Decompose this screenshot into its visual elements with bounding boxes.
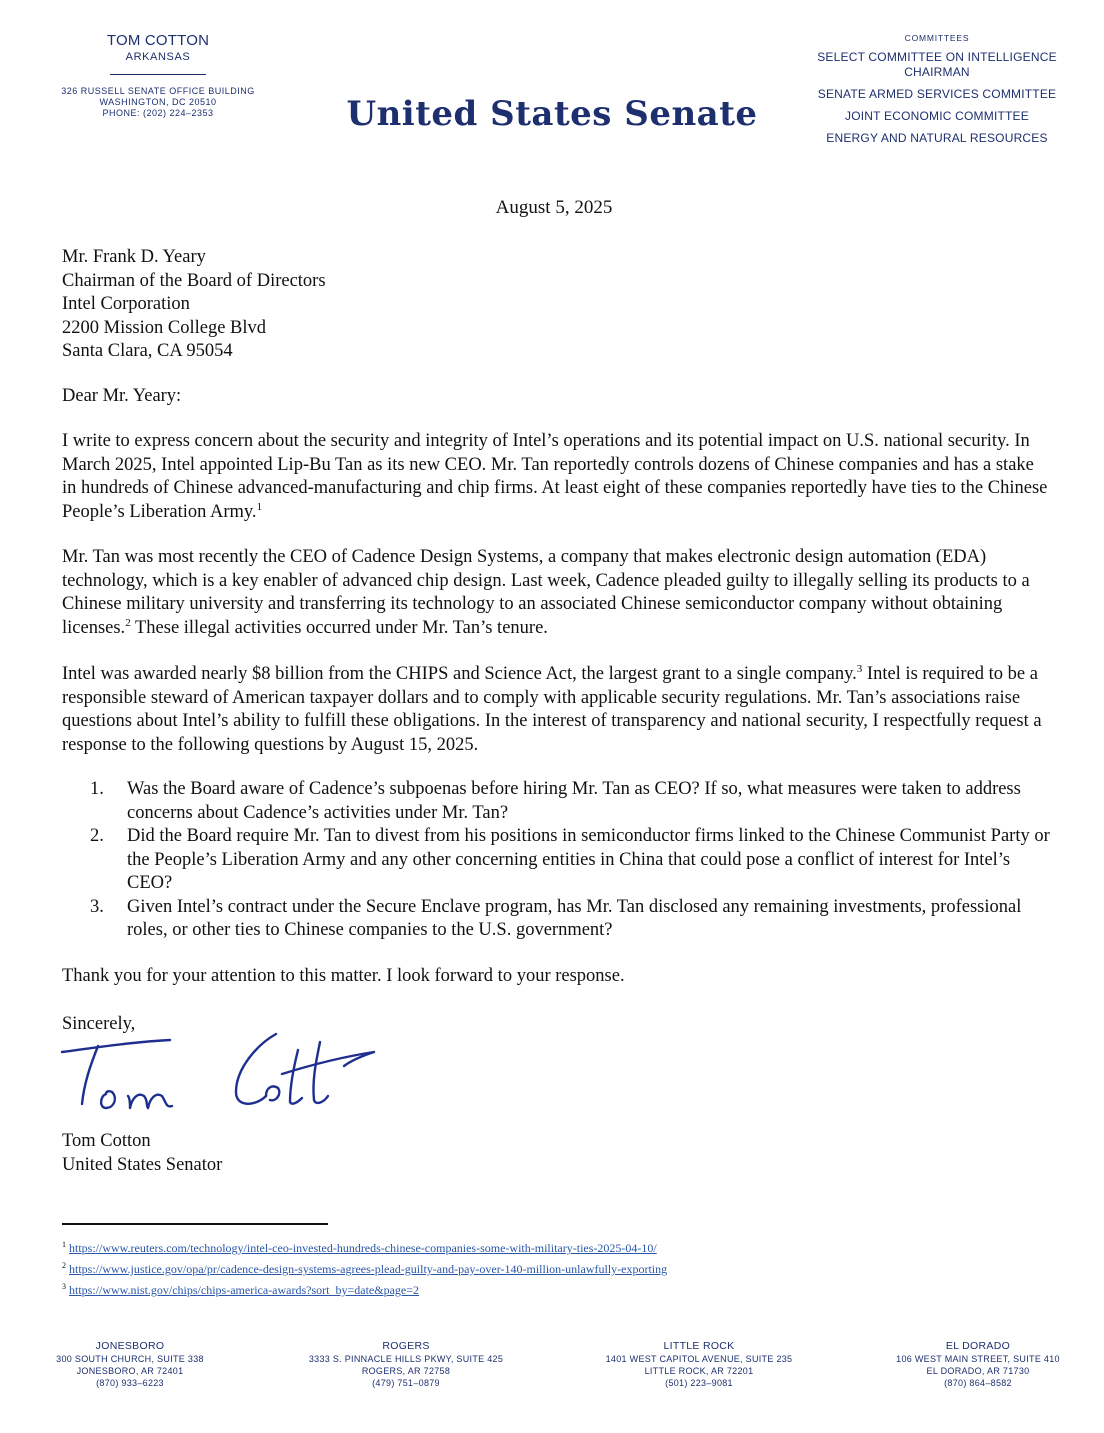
footnote-ref-3: 3 [856,662,863,675]
footnote-link-3[interactable]: https://www.nist.gov/chips/chips-america-awards?sort_by=date&page=2 [69,1283,420,1297]
closing-line: Thank you for your attention to this matter. I look forward to your response. [62,966,625,986]
questions-list [90,778,1052,943]
footnotes [62,1236,667,1299]
office-el-dorado [880,1340,1076,1389]
question-item [90,825,1052,896]
body-paragraph-3 [62,663,1052,757]
senator-name: TOM COTTON [106,32,210,49]
office-city-state-zip: LITTLE ROCK, AR 72201 [644,1366,754,1376]
recipient-line-5: Santa Clara, CA 95054 [62,341,233,361]
office-city-state-zip: ROGERS, AR 72758 [361,1366,451,1376]
letter-date: August 5, 2025 [495,197,613,218]
office-city-state-zip: EL DORADO, AR 71730 [926,1366,1030,1376]
office-street: 106 WEST MAIN STREET, SUITE 410 [896,1354,1060,1364]
office-city: JONESBORO [95,1340,165,1352]
office-rogers [300,1340,512,1389]
question-item [90,778,1052,825]
footnote-link-2[interactable]: https://www.justice.gov/opa/pr/cadence-design-systems-agrees-plead-guilty-and-pay-over-140-million-unlawfully-exporting [69,1262,668,1276]
office-city: ROGERS [382,1340,430,1352]
office-city-state-zip: JONESBORO, AR 72401 [76,1366,184,1376]
office-address-line-2: WASHINGTON, DC 20510 [99,97,217,107]
office-phone: (479) 751–0879 [372,1378,440,1388]
salutation: Dear Mr. Yeary: [62,386,182,406]
paragraph-2-text-a: Mr. Tan was most recently the CEO of Cadence Design Systems, a company that makes electronic design automation (EDA) technology, which is a key enabler of advanced chip design. Last week, Cadence pleaded guilty to illegally selling its products to a Chinese military university and transferring its technology to an associated Chinese semiconductor company without obtaining licenses. [62,547,1030,638]
signer-title: United States Senator [62,1154,223,1175]
paragraph-3-text-b: Intel is required to be a responsible steward of American taxpayer dollars and to comply with applicable security regulations. Mr. Tan’s associations raise questions about Intel’s ability to fulfill these obligations. In the interest of transparency and national security, I respectfully request a response to the following questions by August 15, 2025. [62,664,1042,755]
paragraph-2-text-b: These illegal activities occurred under Mr. Tan’s tenure. [130,617,548,638]
signer-block [62,1130,222,1177]
senator-state: ARKANSAS [125,51,191,63]
committee-intelligence: SELECT COMMITTEE ON INTELLIGENCE [817,50,1057,64]
office-phone: (870) 933–6223 [96,1378,164,1388]
recipient-line-4: 2200 Mission College Blvd [62,317,267,338]
sender-block [20,32,296,119]
footnote-ref-2: 2 [125,616,131,629]
footnote-divider [62,1223,328,1225]
footnote-number: 2 [62,1261,66,1270]
recipient-line-1: Mr. Frank D. Yeary [62,247,206,267]
handwritten-signature [52,1022,382,1114]
footnote-3 [62,1278,667,1299]
footnote-ref-1: 1 [256,500,263,513]
footnote-number: 3 [62,1282,66,1291]
committee-joint-economic: JOINT ECONOMIC COMMITTEE [845,109,1029,123]
question-text: Did the Board require Mr. Tan to divest from his positions in semiconductor firms linked to the Chinese Communist Party or the People’s Liberation Army and any other concerning entities in China that could pose a conflict of interest for Intel’s CEO? [127,826,1050,893]
office-phone: (501) 223–9081 [665,1378,733,1388]
paragraph-3-text-a: Intel was awarded nearly $8 billion from the CHIPS and Science Act, the largest grant to a single company. [62,664,857,684]
office-address-line-3: PHONE: (202) 224–2353 [102,108,214,118]
recipient-line-2: Chairman of the Board of Directors [62,270,326,291]
committee-role-chairman: CHAIRMAN [904,65,970,79]
body-paragraph-2 [62,546,1052,640]
office-street: 1401 WEST CAPITOL AVENUE, SUITE 235 [605,1354,793,1364]
question-item [90,896,1052,943]
office-street: 3333 S. PINNACLE HILLS PKWY, SUITE 425 [308,1354,504,1364]
sign-off: Sincerely, [62,1014,136,1034]
question-text: Was the Board aware of Cadence’s subpoenas before hiring Mr. Tan as CEO? If so, what measures were taken to address concerns about Cadence’s activities under Mr. Tan? [127,779,1021,823]
recipient-address [62,246,326,364]
footnote-link-1[interactable]: https://www.reuters.com/technology/intel-ceo-invested-hundreds-chinese-companies-some-with-military-ties-2025-04-10/ [69,1241,657,1255]
paragraph-1-text: I write to express concern about the security and integrity of Intel’s operations and its potential impact on U.S. national security. In March 2025, Intel appointed Lip-Bu Tan as its new CEO. Mr. Tan reportedly controls dozens of Chinese companies and has a stake in hundreds of Chinese advanced-manufacturing and chip firms. At least eight of these companies reportedly have ties to the Chinese People’s Liberation Army. [62,431,1048,522]
committees-block [788,32,1086,152]
committee-armed-services: SENATE ARMED SERVICES COMMITTEE [817,87,1057,101]
committees-label: COMMITTEES [904,33,970,43]
footnote-1 [62,1236,667,1257]
body-paragraph-1 [62,430,1052,524]
committee-energy: ENERGY AND NATURAL RESOURCES [826,131,1048,145]
office-street: 300 SOUTH CHURCH, SUITE 338 [56,1354,204,1364]
sender-divider [110,74,206,75]
senate-title: United States Senate [346,94,758,134]
question-number: 1. [90,779,104,799]
footnote-2 [62,1257,667,1278]
office-city: EL DORADO [945,1340,1011,1352]
question-number: 2. [90,826,104,846]
office-jonesboro [28,1340,232,1389]
office-city: LITTLE ROCK [663,1340,735,1352]
footnote-number: 1 [62,1240,66,1249]
office-little-rock [592,1340,806,1389]
question-text: Given Intel’s contract under the Secure Enclave program, has Mr. Tan disclosed any remaining investments, professional roles, or other ties to Chinese companies to the U.S. government? [127,896,1022,940]
office-address-line-1: 326 RUSSELL SENATE OFFICE BUILDING [61,86,255,96]
signer-name: Tom Cotton [62,1131,151,1151]
question-number: 3. [90,896,104,917]
office-phone: (870) 864–8582 [944,1378,1012,1388]
recipient-line-3: Intel Corporation [62,294,190,314]
